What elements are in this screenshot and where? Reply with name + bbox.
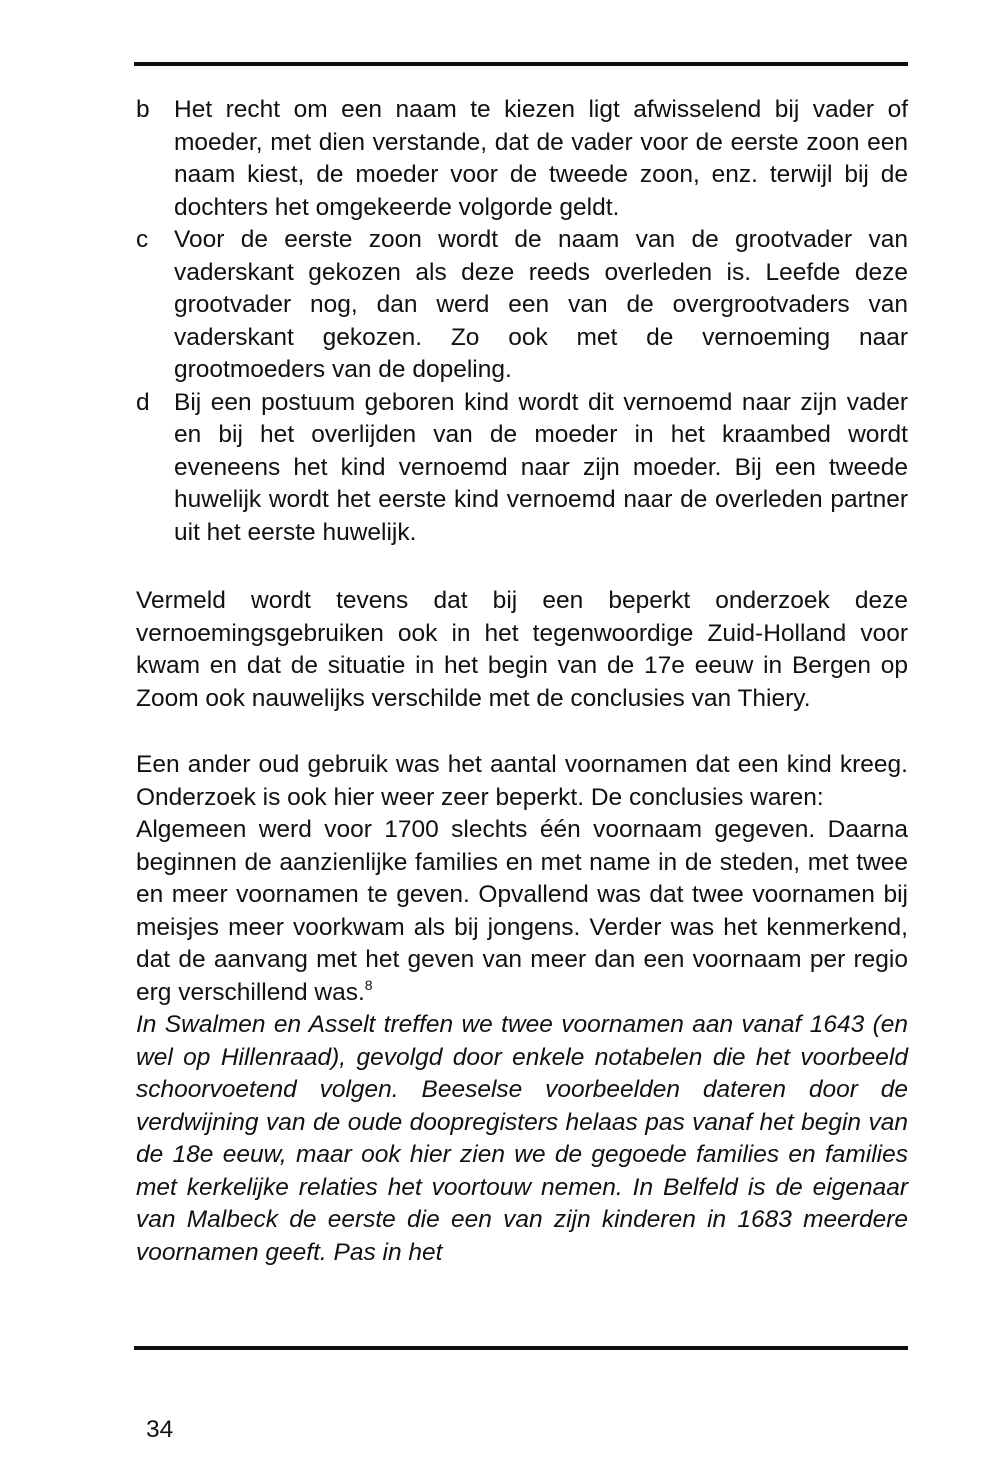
paragraph: Een ander oud gebruik was het aantal voornamen dat een kind kreeg. Onderzoek is ook hier weer zeer beperkt. De conclusies waren:	[136, 751, 908, 811]
footnote-reference[interactable]: 8	[364, 976, 373, 993]
list-item-letter: d	[136, 388, 150, 416]
list-item-letter: b	[136, 96, 150, 123]
page-number: 34	[146, 1416, 174, 1443]
italic-paragraph: In Swalmen en Asselt treffen we twee voornamen aan vanaf 1643 (en wel op Hillenraad), gevolgd door enkele notabelen die het voorbeeld schoorvoetend volgen. Beeselse voorbeelden dateren door de verdwijning van de oude doopregisters helaas pas vanaf het begin van de 18e eeuw, maar ook hier zien we de gegoede families en families met kerkelijke relaties het voortouw nemen. In Belfeld is de eigenaar van Malbeck de eerste die een van zijn kinderen in 1683 meerdere voornamen geeft. Pas in het	[136, 1011, 908, 1266]
paragraph-text: Algemeen werd voor 1700 slechts één voornaam gegeven. Daarna beginnen de aanzienlijke families en met name in de steden, met twee en meer voornamen te geven. Opvallend was dat twee voornamen bij meisjes meer voorkwam als bij jongens. Verder was het kenmerkend, dat de aanvang met het geven van meer dan een voornaam per regio erg verschillend was.	[136, 816, 908, 1006]
list-item-text: Het recht om een naam te kiezen ligt afwisselend bij vader of moeder, met dien verstande, dat de vader voor de eerste zoon een naam kiest, de moeder voor de tweede zoon, enz. terwijl bij de dochters het omgekeerde volgorde geldt.	[174, 96, 908, 221]
paragraph	[136, 814, 908, 1009]
page-body	[136, 94, 908, 1269]
bottom-rule	[134, 1346, 908, 1350]
paragraph-spacer	[136, 549, 908, 585]
list-item-text: Voor de eerste zoon wordt de naam van de grootvader van vaderskant gekozen als deze reeds overleden is. Leefde deze grootvader nog, dan werd een van de overgrootvaders van vaderskant gekozen. Zo ook met de vernoeming naar grootmoeders van de dopeling.	[174, 226, 908, 383]
list-item-letter: c	[136, 226, 149, 253]
list-item	[136, 94, 908, 224]
paragraph-spacer	[136, 715, 908, 749]
list-item	[136, 224, 908, 387]
paragraph: Vermeld wordt tevens dat bij een beperkt onderzoek deze vernoemingsgebruiken ook in het tegenwoordige Zuid-Holland voor kwam en dat de situatie in het begin van de 17e eeuw in Bergen op Zoom ook nauwelijks verschilde met de conclusies van Thiery.	[136, 587, 908, 712]
list-item-text: Bij een postuum geboren kind wordt dit vernoemd naar zijn vader en bij het overlijden van de moeder in het kraambed wordt eveneens het kind vernoemd naar zijn moeder. Bij een tweede huwelijk wordt het eerste kind vernoemd naar de overleden partner uit het eerste huwelijk.	[174, 388, 908, 546]
top-rule	[134, 62, 908, 66]
list-item	[136, 387, 908, 550]
